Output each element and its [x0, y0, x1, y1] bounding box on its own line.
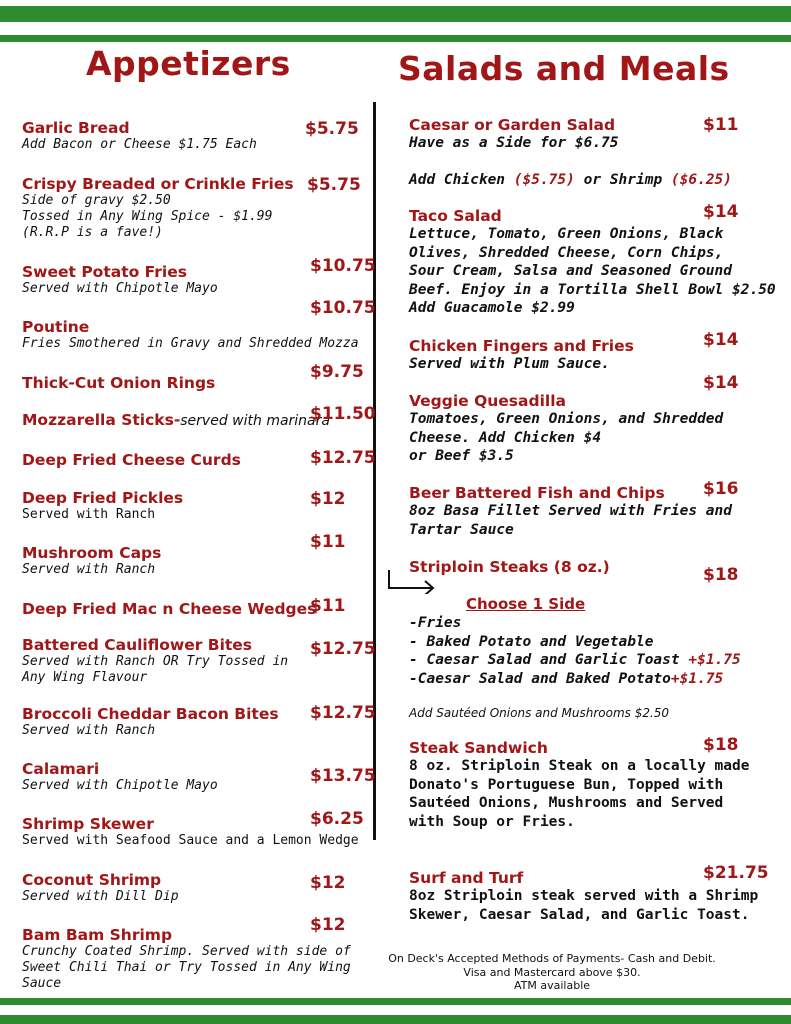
menu-item-surf-turf: Surf and Turf 8oz Striploin steak served with a Shrimp Skewer, Caesar Salad, and Garlic Toast. [409, 869, 759, 923]
side-option: -Fries [409, 615, 462, 631]
menu-item-cheese-curds: Deep Fried Cheese Curds [22, 451, 241, 469]
menu-item-steak-sandwich: Steak Sandwich 8 oz. Striploin Steak on a locally made Donato's Portuguese Bun, Topped with Sautéed Onions, Mushrooms and Served with Soup or Fries. [409, 739, 750, 830]
price-cheese-curds: $12.75 [310, 448, 376, 468]
add-protein-line: Add Chicken ($5.75) or Shrimp ($6.25) [409, 172, 733, 188]
menu-item-garlic-bread: Garlic Bread Add Bacon or Cheese $1.75 Each [22, 119, 257, 152]
price-crispy-fries: $5.75 [307, 175, 361, 195]
price-taco-salad: $14 [703, 202, 739, 222]
menu-item-coconut-shrimp: Coconut Shrimp Served with Dill Dip [22, 871, 179, 904]
salads-meals-heading: Salads and Meals [398, 49, 730, 88]
price-mushroom-caps: $11 [310, 532, 346, 552]
menu-item-fried-pickles: Deep Fried Pickles Served with Ranch [22, 489, 184, 522]
bottom-band-thin [0, 998, 791, 1005]
menu-item-calamari: Calamari Served with Chipotle Mayo [22, 760, 218, 793]
appetizers-heading: Appetizers [86, 44, 291, 83]
menu-item-broccoli-bites: Broccoli Cheddar Bacon Bites Served with Ranch [22, 705, 279, 738]
price-cauliflower-bites: $12.75 [310, 639, 376, 659]
price-bam-bam-shrimp: $12 [310, 915, 346, 935]
menu-item-chicken-fingers: Chicken Fingers and Fries Served with Plum Sauce. [409, 337, 634, 372]
price-sweet-potato-fries: $10.75 [310, 256, 376, 276]
arrow-right-icon [387, 568, 437, 594]
price-calamari: $13.75 [310, 766, 376, 786]
price-caesar-salad: $11 [703, 115, 739, 135]
price-chicken-fingers: $14 [703, 330, 739, 350]
price-shrimp-skewer: $6.25 [310, 809, 364, 829]
menu-item-veggie-quesadilla: Veggie Quesadilla Tomatoes, Green Onions, and Shredded Cheese. Add Chicken $4 or Beef $3.5 [409, 392, 724, 464]
price-poutine: $10.75 [310, 298, 376, 318]
price-veggie-quesadilla: $14 [703, 373, 739, 393]
side-options-list [409, 614, 741, 688]
menu-item-mushroom-caps: Mushroom Caps Served with Ranch [22, 544, 162, 577]
menu-item-striploin-steaks: Striploin Steaks (8 oz.) [409, 558, 610, 576]
menu-item-fish-chips: Beer Battered Fish and Chips 8oz Basa Fillet Served with Fries and Tartar Sauce [409, 484, 733, 538]
choose-side-heading: Choose 1 Side [466, 595, 586, 613]
price-fried-pickles: $12 [310, 489, 346, 509]
menu-item-taco-salad: Taco Salad Lettuce, Tomato, Green Onions, Black Olives, Shredded Cheese, Corn Chips, Sour Cream, Salsa and Seasoned Ground Beef. Enjoy in a Tortilla Shell Bowl $2.50 Add Guacamole $2.99 [409, 207, 776, 316]
price-steak-sandwich: $18 [703, 735, 739, 755]
menu-item-cauliflower-bites: Battered Cauliflower Bites Served with Ranch OR Try Tossed in Any Wing Flavour [22, 636, 289, 685]
price-garlic-bread: $5.75 [305, 119, 359, 139]
price-mac-cheese-wedges: $11 [310, 596, 346, 616]
menu-item-sweet-potato-fries: Sweet Potato Fries Served with Chipotle Mayo [22, 263, 218, 296]
menu-item-caesar-salad: Caesar or Garden Salad Have as a Side for $6.75 [409, 116, 619, 151]
payment-methods-note: On Deck's Accepted Methods of Payments- Cash and Debit. Visa and Mastercard above $30. ATM available [388, 952, 716, 992]
top-band-thick [0, 6, 791, 22]
price-mozzarella-sticks: $11.50 [310, 404, 376, 424]
side-option: - Caesar Salad and Garlic Toast +$1.75 [409, 652, 741, 668]
side-option: -Caesar Salad and Baked Potato+$1.75 [409, 670, 724, 687]
menu-item-mozzarella-sticks: Mozzarella Sticks-served with marinara [22, 411, 330, 429]
menu-item-crispy-fries: Crispy Breaded or Crinkle Fries Side of gravy $2.50 Tossed in Any Wing Spice - $1.99 (R.R.P is a fave!) [22, 175, 294, 240]
price-coconut-shrimp: $12 [310, 873, 346, 893]
price-surf-turf: $21.75 [703, 863, 769, 883]
menu-item-mac-cheese-wedges: Deep Fried Mac n Cheese Wedges [22, 600, 317, 618]
top-band-thin [0, 35, 791, 42]
menu-item-poutine: Poutine Fries Smothered in Gravy and Shredded Mozza [22, 318, 359, 351]
column-divider [373, 102, 376, 840]
bottom-band-thick [0, 1015, 791, 1024]
menu-item-onion-rings: Thick-Cut Onion Rings [22, 374, 216, 392]
price-striploin-steaks: $18 [703, 565, 739, 585]
menu-item-shrimp-skewer: Shrimp Skewer Served with Seafood Sauce and a Lemon Wedge [22, 815, 359, 848]
price-fish-chips: $16 [703, 479, 739, 499]
price-broccoli-bites: $12.75 [310, 703, 376, 723]
menu-item-bam-bam-shrimp: Bam Bam Shrimp Crunchy Coated Shrimp. Served with side of Sweet Chili Thai or Try Tossed in Any Wing Sauce [22, 926, 351, 991]
price-onion-rings: $9.75 [310, 362, 364, 382]
sauteed-addon-note: Add Sautéed Onions and Mushrooms $2.50 [409, 706, 670, 720]
side-option: - Baked Potato and Vegetable [409, 633, 654, 650]
